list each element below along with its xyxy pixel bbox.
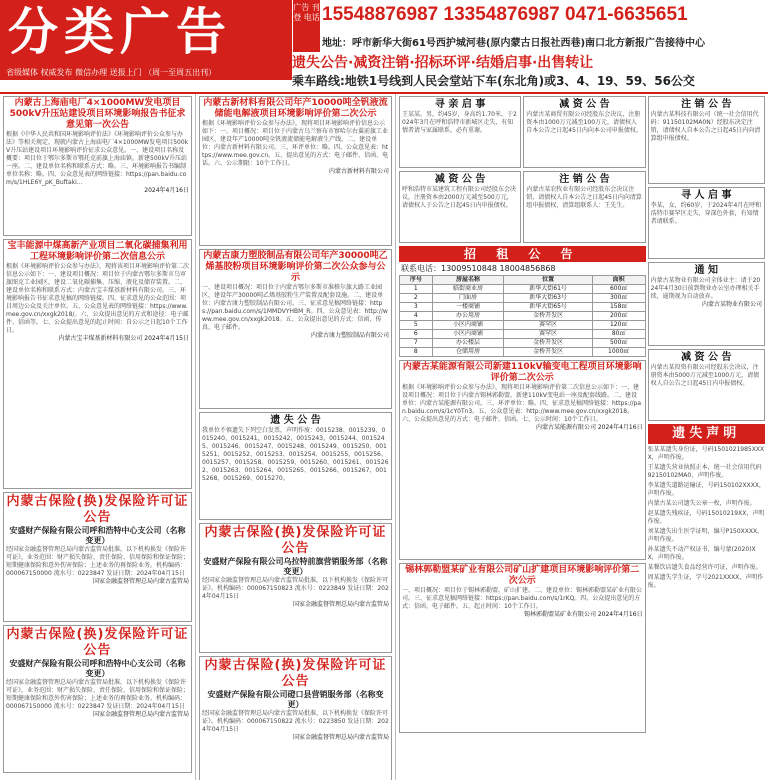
table-cell: 120㎡	[592, 321, 645, 330]
lost-title: 遗 失 公 告	[270, 415, 321, 426]
ad-heading: 内蒙古康力塑胶制品有限公司年产30000吨乙烯基胶粉项目环境影响评价第二次公众参与公示	[203, 251, 388, 283]
table-row	[400, 312, 646, 321]
table-row	[400, 303, 646, 312]
bus-route: 乘车路线:地铁1号线到人民会堂站下车(东北角)或3、4、19、59、56公交	[292, 74, 695, 88]
table-cell: 临街商业房	[432, 285, 504, 294]
brand-box	[0, 0, 292, 66]
license-body: 经国家金融监督管理总局内蒙古监管局批准，以下机构换发《保险许可证》，业务范围：财产损失保险、责任保险、信用保险和保证保险；短期健康保险和意外伤害保险；上述业务的再保险业务。机构编码：000067150000 流水号：0223847 发证日期：2024年04月15日	[6, 546, 190, 577]
table-cell: 办公楼层	[432, 339, 504, 348]
license-signature: 国家金融监督管理总局内蒙古监管局	[92, 578, 189, 585]
table-cell: 赛罕区	[504, 321, 592, 330]
notice-title: 注 销 公 告	[559, 174, 610, 185]
ad-heading: 宝丰能源中煤高新产业项目二氧化碳捕集利用工程环境影响评价第二次信息公示	[7, 241, 188, 262]
table-cell: 新华大街61号	[504, 285, 592, 294]
list-item: 某餐饮店遗失食品经营许可证，声明作废。	[647, 564, 762, 571]
notice-title: 减 资 公 告	[559, 99, 610, 110]
table-cell: 500㎡	[592, 339, 645, 348]
notice-body: 内蒙古某物业有限公司全体业主：请于2024年4月30日前到物业办公室办理相关手续，逾期视为自动放弃。	[650, 277, 761, 300]
column-middle	[196, 94, 396, 780]
table-cell: 新华大街65号	[504, 303, 592, 312]
list-item: 王某遗失营业执照正本，统一社会信用代码92150102MA0，声明作废。	[647, 464, 762, 479]
column-left	[0, 94, 196, 780]
small-notice	[648, 96, 765, 184]
notice-body: 呼和浩特市某建筑工程有限公司经股东会决议，注册资本由2000万元减至500万元，请债权人于公告之日起45日内申报债权。	[402, 186, 517, 209]
ad-body: 一、项目概况：项目位于锡林郭勒盟，矿山扩建。二、建设单位：锡林郭勒盟某矿业有限公司。三、征求意见稿网络链接：https://pan.baidu.com/s/1rKQ。四、公众提出意见的方式：信函、电子邮件。五、起止时间：10个工作日。	[402, 587, 643, 610]
table-cell: 8	[400, 348, 433, 357]
table-row	[400, 348, 646, 357]
ad-block	[399, 360, 646, 560]
license-title: 内蒙古保险(换)发保险许可证公告	[204, 525, 387, 556]
notice-body: 李某，女，约60岁，于2024年4月在呼和浩特市赛罕区走失，穿深色外套，有知情者请联系。	[650, 202, 762, 225]
license-subtitle: 安盛财产保险有限公司呼和浩特中心支公司（名称变更）	[9, 526, 186, 545]
lost-notice	[199, 412, 392, 520]
table-cell: 金桥开发区	[504, 312, 592, 321]
service-slogan: 遗失公告·减资注销·招标环评·结婚启事·出售转让	[292, 55, 594, 71]
rent-table	[399, 275, 646, 357]
table-cell: 200㎡	[592, 312, 645, 321]
lost-list	[648, 446, 765, 590]
list-item: 刘某遗失出生医学证明，编号P150XXXX，声明作废。	[647, 528, 764, 543]
recruit-banner: 招 租 公 告	[399, 246, 646, 262]
table-cell: 仓储用房	[432, 348, 504, 357]
ad-heading: 锡林郭勒盟某矿业有限公司矿山扩建项目环境影响评价第二次公示	[405, 565, 640, 586]
license-subtitle: 安盛财产保险有限公司磴口县营销服务部（名称变更）	[207, 690, 384, 709]
ad-signature: 锡林郭勒盟某矿业有限公司 2024年4月16日	[523, 611, 643, 618]
notice-body: 王某某，男，约45岁，身高约1.70米，于2024年3月在呼和浩特市新城区走失，有知情者请与家属联系，必有重谢。	[402, 111, 517, 134]
small-notice	[648, 349, 765, 421]
license-notice	[3, 625, 192, 773]
table-cell: 1	[400, 285, 433, 294]
license-subtitle: 安盛财产保险有限公司乌拉特前旗营销服务部（名称变更）	[203, 557, 388, 576]
ad-body: 一、建设项目概况：项目位于内蒙古鄂尔多斯市准格尔旗大路工业园区，建设年产30000吨乙烯基胶粉生产装置及配套设施。二、建设单位：内蒙古康力塑胶制品有限公司。三、征求意见稿网络链接：https://pan.baidu.com/s/1MMDVYHBM_R。四、公众意见表：http://www.mee.gov.cn/xxgk2018。五、公众提出意见的方式：信函、传真、电子邮件。	[202, 284, 388, 331]
table-cell: 1000㎡	[592, 348, 645, 357]
table-row	[400, 294, 646, 303]
ad-body: 根据《中华人民共和国环境影响评价法》《环境影响评价公众参与办法》等相关规定，现就内蒙古上海庙电厂4×1000MW发电项目500kV升压站建设项目环境影响评价征求公众意见。一、建设项目名称及概要：项目位于鄂尔多斯市鄂托克前旗上海庙镇，新建500kV升压站一座。二、建设单位名称和联系方式：略。三、环境影响报告书编制单位名称：略。四、公众意见表的网络链接：https://pan.baidu.com/s/1HLE6Y_pK_Buftaki...	[6, 131, 189, 186]
list-item: 周某遗失学生证，学号2021XXXX，声明作废。	[647, 574, 764, 589]
ad-block	[3, 96, 192, 236]
license-notice	[199, 656, 392, 780]
ad-body: 根据《环境影响评价公众参与办法》，现将该项目环境影响评价第二次信息公示如下：一、建设项目概况：项目位于内蒙古鄂尔多斯市乌审旗图克工业园区，建设二氧化碳捕集、压缩、液化及储存装置。二、建设单位名称和联系方式：内蒙古宝丰煤基新材料有限公司。三、环境影响报告书征求意见稿的网络链接。四、征求意见的公众范围：项目周边公众及关注单位。五、公众意见表的网络链接：https://www.mee.gov.cn/xxgk2018/。六、公众提出意见的方式和途径：电子邮件、信函等。七、公众提出意见的起止时间：自公示之日起10个工作日。	[6, 263, 190, 334]
list-item: 孙某遗失不动产权证书，编号蒙(2020)XX，声明作废。	[647, 546, 756, 561]
ad-body: 根据《环境影响评价公众参与办法》，现将项目环境影响评价信息公示如下：一、项目概况：项目位于内蒙古乌兰察布市察哈尔右翼前旗工业园区，建设年产10000吨全钒液流储能电解液生产线。二、建设单位：内蒙古新材料有限公司。三、环评单位：略。四、公众意见表：https://www.mee.gov.cn。五、提出意见的方式：电子邮件、信函、电话。六、公示期限：10个工作日。	[202, 120, 389, 167]
table-cell: 600㎡	[592, 285, 645, 294]
lost-banner: 遗失声明	[648, 424, 765, 444]
small-notice	[648, 262, 765, 346]
table-row	[400, 321, 646, 330]
notice-body: 内蒙古某商贸有限公司经股东会决议，注册资本由1000万元减至100万元，请债权人自本公告之日起45日内向本公司申报债权。	[526, 111, 642, 134]
table-row	[400, 285, 646, 294]
notice-title: 减 资 公 告	[681, 352, 732, 363]
license-body: 经国家金融监督管理总局内蒙古监管局批准，以下机构换发《保险许可证》。机构编码：000067150823 流水号：0223849 发证日期：2024年04月15日	[202, 577, 389, 600]
notice-title: 减 资 公 告	[434, 174, 486, 185]
recruit-phone[interactable]: 联系电话：13009510848 18004856868	[401, 264, 556, 273]
table-row	[400, 339, 646, 348]
small-notice	[523, 96, 645, 168]
license-subtitle: 安盛财产保险有限公司呼和浩特中心支公司（名称变更）	[9, 659, 186, 678]
contact-phones[interactable]: 15548876987 13354876987 0471-6635651	[322, 4, 688, 25]
ad-block	[399, 563, 646, 733]
table-cell: 2	[400, 294, 433, 303]
table-cell: 7	[400, 339, 433, 348]
rent-table-body	[400, 285, 646, 357]
table-cell: 300㎡	[592, 294, 645, 303]
table-cell: 金桥开发区	[504, 348, 592, 357]
notice-body: 内蒙古某科技有限公司（统一社会信用代码：91150102MA0N）经股东决定注销，请债权人自本公告之日起45日内向清算组申报债权。	[650, 111, 761, 142]
license-notice	[3, 492, 192, 622]
license-title: 内蒙古保险(换)发保险许可证公告	[6, 627, 189, 658]
table-row	[400, 330, 646, 339]
license-body: 经国家金融监督管理总局内蒙古监管局批准，以下机构换发《保险许可证》。机构编码：000067150822 流水号：0223850 发证日期：2024年04月15日	[202, 710, 389, 733]
notice-title: 寻 人 启 事	[681, 190, 732, 201]
small-notice	[399, 96, 521, 168]
list-item: 张某某遗失身份证，号码1501021985XXXX，声明作废。	[647, 446, 765, 461]
table-cell: 办公用房	[432, 312, 504, 321]
ad-heading: 内蒙古上海庙电厂4×1000MW发电项目500kV升压站建设项目环境影响报告书征求意见第一次公告	[9, 98, 186, 130]
ad-block	[199, 96, 392, 246]
license-signature: 国家金融监督管理总局内蒙古监管局	[92, 711, 189, 718]
small-notice	[399, 171, 521, 243]
list-item: 内蒙古某公司遗失公章一枚，声明作废。	[647, 500, 756, 507]
ad-signature: 内蒙古某能源有限公司 2024年4月16日	[535, 424, 643, 431]
table-cell: 小区内商铺	[432, 321, 504, 330]
notice-title: 通 知	[694, 265, 719, 276]
ads-columns	[0, 92, 768, 780]
brand-strip: 省级媒体 权威发布 微信办理 送报上门 （周一至周五出刊）	[0, 66, 292, 80]
brand-tag: 广告 刊登 电话	[292, 0, 320, 52]
table-cell: 6	[400, 330, 433, 339]
license-title: 内蒙古保险(换)发保险许可证公告	[6, 494, 189, 525]
table-header: 序号	[400, 276, 433, 285]
notice-signature: 内蒙古某物业有限公司	[701, 301, 762, 308]
lost-body: 我单位不慎遗失下列空白发票，声明作废：0015238、0015239、0015240、0015241、0015242、0015243、0015244、0015245、0015246、0015247、0015248、0015249、0015250、0015251、0015252、0015253、0015254、0015255、0015256、0015257、0015258、0015259、0015260、0015261、0015262、0015263、0015264、0015265、0015266、0015267、0015268、0015269、0015270。	[202, 427, 389, 482]
table-header: 面积	[592, 276, 645, 285]
license-notice	[199, 523, 392, 653]
ad-block	[3, 239, 192, 489]
notice-body: 内蒙古某农牧业有限公司经股东会决议注销，请债权人自本公告之日起45日内向清算组申报债权，清算组联系人：王先生。	[526, 186, 642, 209]
table-cell: 新华大街63号	[504, 294, 592, 303]
table-cell: 小区内商铺	[432, 330, 504, 339]
license-title: 内蒙古保险(换)发保险许可证公告	[204, 658, 387, 689]
table-cell: 一楼商铺	[432, 303, 504, 312]
list-item: 赵某遗失残疾证，号码15010219XX，声明作废。	[647, 510, 765, 525]
ad-signature: 内蒙古康力塑胶制品有限公司	[310, 332, 389, 339]
table-cell: 4	[400, 312, 433, 321]
table-header: 房屋名称	[432, 276, 504, 285]
notice-title: 寻 亲 启 事	[434, 99, 486, 110]
list-item: 李某遗失道路运输证，号码150102XXXX，声明作废。	[647, 482, 765, 497]
small-notice	[648, 187, 765, 259]
table-cell: 3	[400, 303, 433, 312]
table-cell: 158㎡	[592, 303, 645, 312]
table-cell: 赛罕区	[504, 330, 592, 339]
ad-block	[199, 249, 392, 409]
column-right	[396, 94, 768, 780]
small-notice	[523, 171, 645, 243]
page-title: 分类广告	[8, 2, 232, 61]
table-cell: 金桥开发区	[504, 339, 592, 348]
table-cell: 门面房	[432, 294, 504, 303]
ad-body: 根据《环境影响评价公众参与办法》，现将项目环境影响评价第二次信息公示如下：一、建设项目概况：项目位于内蒙古锡林郭勒盟，新建110kV变电站一座及配套线路。二、建设单位：内蒙古某能源有限公司。三、环评单位：略。四、征求意见稿网络链接：https://pan.baidu.com/s/1cY0Tn3。五、公众意见表：http://www.mee.gov.cn/xxgk2018。六、公众提出意见的方式：电子邮件、信函。七、公示时间：10个工作日。	[402, 384, 641, 423]
ad-signature: 2024年4月16日	[144, 187, 189, 194]
ad-signature: 内蒙古新材料有限公司	[328, 168, 389, 175]
table-cell: 80㎡	[592, 330, 645, 339]
masthead	[0, 0, 768, 92]
license-signature: 国家金融监督管理总局内蒙古监管局	[292, 601, 389, 608]
ad-signature: 内蒙古宝丰煤基新材料有限公司 2024年4月15日	[58, 335, 189, 342]
table-cell: 5	[400, 321, 433, 330]
notice-title: 注 销 公 告	[681, 99, 732, 110]
ad-heading: 内蒙古新材料有限公司年产10000吨全钒液流储能电解液项目环境影响评价第二次公示	[203, 98, 388, 119]
notice-body: 内蒙古某投资有限公司经股东会决议，注册资本由5000万元减至1000万元，请债权人自公告之日起45日内申报债权。	[650, 364, 760, 387]
ad-heading: 内蒙古某能源有限公司新建110kV输变电工程项目环境影响评价第二次公示	[402, 362, 642, 383]
contact-address: 地址：呼市新华大街61号西护城河巷(原内蒙古日报社西巷)南口北方新报广告接待中心	[322, 38, 706, 49]
license-body: 经国家金融监督管理总局内蒙古监管局批准，以下机构换发《保险许可证》，业务范围：财产损失保险、责任保险、信用保险和保证保险；短期健康保险和意外伤害保险；上述业务的再保险业务。机构编码：000067150000 流水号：0223847 发证日期：2024年04月15日	[6, 679, 190, 710]
table-header: 位置	[504, 276, 592, 285]
license-signature: 国家金融监督管理总局内蒙古监管局	[292, 734, 389, 741]
